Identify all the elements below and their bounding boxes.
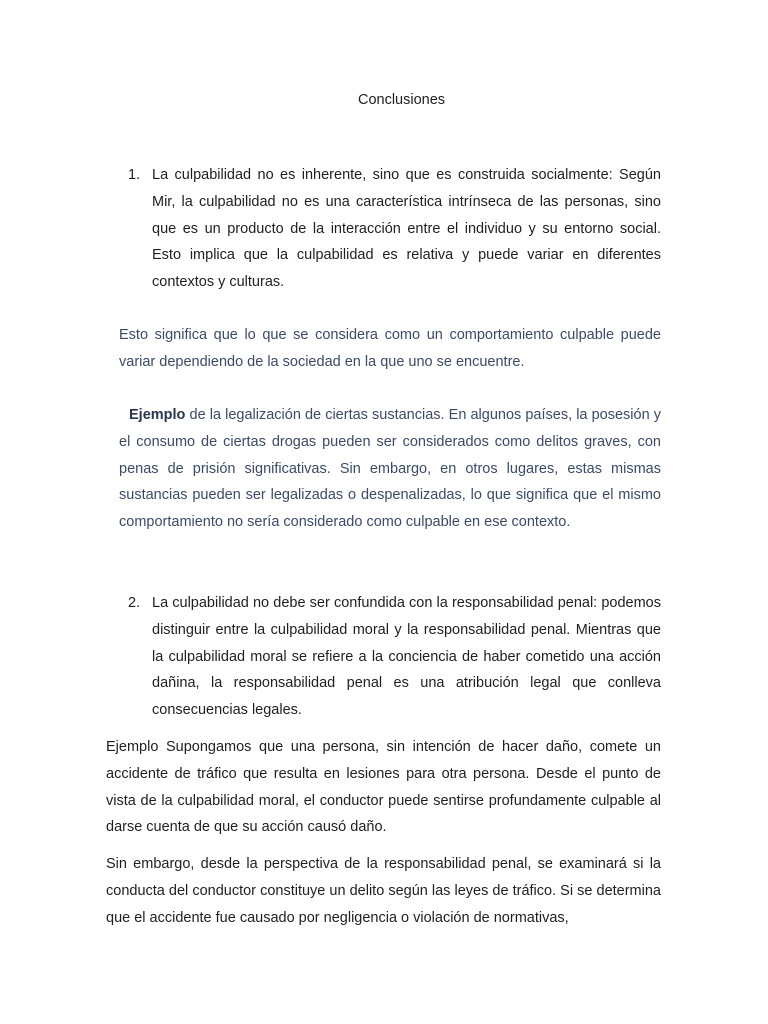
paragraph-sin-embargo-text: Sin embargo, desde la perspectiva de la responsabilidad penal, se examinará si la conducta del conductor constituye un delito según las leyes de tráfico. Si se determina que el accidente fue causado por negligencia o violación de normativas, bbox=[106, 856, 661, 926]
paragraph-example-1 bbox=[119, 402, 661, 536]
list-item-1-text: La culpabilidad no es inherente, sino que es construida socialmente: Según Mir, la culpabilidad no es una característica intrínseca de las personas, sino que es un producto de la interacción entre el individuo y su entorno social. Esto implica que la culpabilidad es relativa y puede variar en diferentes contextos y culturas. bbox=[152, 167, 661, 291]
list-item-1 bbox=[128, 162, 661, 296]
document-title: Conclusiones bbox=[357, 92, 446, 108]
list-number-1: 1. bbox=[128, 167, 141, 183]
paragraph-example-1-text bbox=[119, 402, 661, 536]
paragraph-significa bbox=[119, 322, 661, 376]
paragraph-example-2-text: Ejemplo Supongamos que una persona, sin intención de hacer daño, comete un accidente de tráfico que resulta en lesiones para otra persona. Desde el punto de vista de la culpabilidad moral, el conductor puede sentirse profundamente culpable al darse cuenta de que su acción causó daño. bbox=[106, 739, 661, 836]
paragraph-sin-embargo bbox=[106, 851, 661, 931]
example-1-body: de la legalización de ciertas sustancias. En algunos países, la posesión y el consumo de ciertas drogas pueden ser considerados como delitos graves, con penas de prisión significativas. Sin embargo, en otros lugares, estas mismas sustancias pueden ser legalizadas o despenalizadas, lo que significa que el mismo comportamiento no sería considerado como culpable en ese contexto. bbox=[119, 407, 661, 531]
example-1-lead: Ejemplo bbox=[129, 407, 186, 423]
paragraph-example-2 bbox=[106, 734, 661, 841]
paragraph-significa-text: Esto significa que lo que se considera como un comportamiento culpable puede variar dependiendo de la sociedad en la que uno se encuentre. bbox=[119, 327, 661, 370]
list-item-2-text: La culpabilidad no debe ser confundida con la responsabilidad penal: podemos distinguir entre la culpabilidad moral y la responsabilidad penal. Mientras que la culpabilidad moral se refiere a la conciencia de haber cometido una acción dañina, la responsabilidad penal es una atribución legal que conlleva consecuencias legales. bbox=[152, 595, 661, 719]
list-item-2 bbox=[128, 590, 661, 724]
list-number-2: 2. bbox=[128, 595, 141, 611]
